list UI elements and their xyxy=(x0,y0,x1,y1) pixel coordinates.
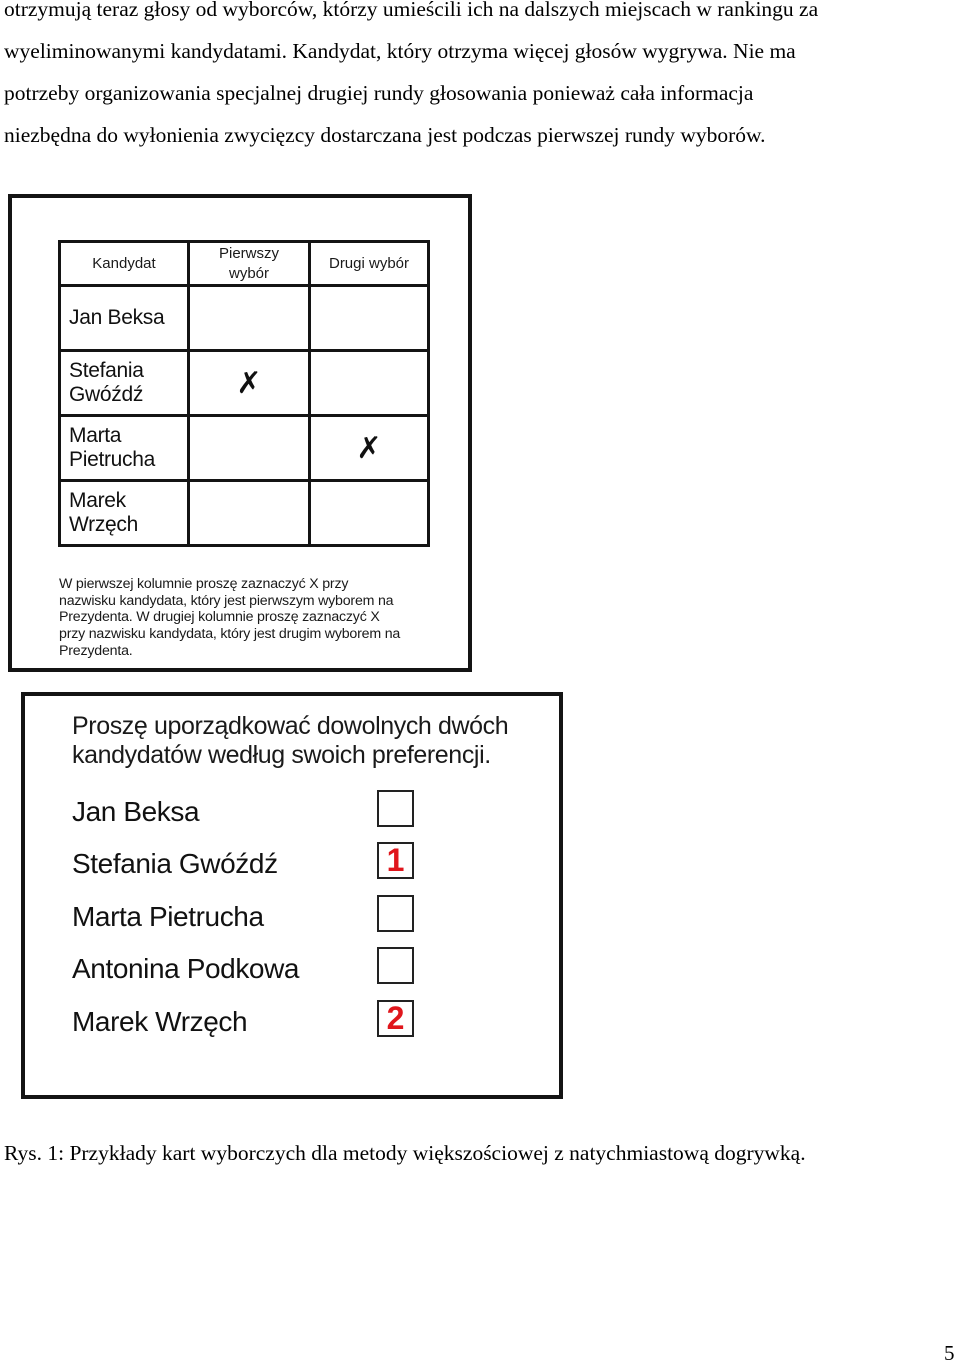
candidate-name-cell xyxy=(60,416,189,481)
ballot2-title-line: kandydatów według swoich preferencji. xyxy=(72,741,491,769)
candidate-name-line1: Marta xyxy=(69,424,122,447)
second-choice-cell[interactable] xyxy=(310,481,429,546)
rank-box[interactable]: 2 xyxy=(377,1000,414,1037)
instruction-line: nazwisku kandydata, który jest pierwszym wyborem na xyxy=(59,592,394,609)
table-row xyxy=(60,481,429,546)
paragraph-line: potrzeby organizowania specjalnej drugiej rundy głosowania ponieważ cała informacja xyxy=(4,81,754,105)
table-row xyxy=(60,351,429,416)
candidate-name: Jan Beksa xyxy=(72,796,200,827)
instruction-line: Prezydenta. W drugiej kolumnie proszę zaznaczyć X xyxy=(59,609,380,626)
candidate-name-line1: Marek xyxy=(69,489,126,512)
figure-caption: Rys. 1: Przykłady kart wyborczych dla metody większościowej z natychmiastową dogrywką. xyxy=(4,1141,806,1165)
candidate-name-line2: Wrzęch xyxy=(69,513,138,536)
ballot1-table xyxy=(58,240,430,547)
candidate-name: Marek Wrzęch xyxy=(72,1006,248,1037)
paragraph-line: wyeliminowanymi kandydatami. Kandydat, który otrzyma więcej głosów wygrywa. Nie ma xyxy=(4,39,796,63)
candidate-name-line2: Pietrucha xyxy=(69,448,156,471)
rank-box[interactable] xyxy=(377,895,414,932)
candidate-name-cell xyxy=(60,351,189,416)
instruction-line: Prezydenta. xyxy=(59,642,133,659)
ballot-choice-columns xyxy=(8,194,472,672)
candidate-name: Stefania Gwóźdź xyxy=(72,848,278,879)
first-choice-cell[interactable] xyxy=(189,481,310,546)
second-choice-cell[interactable] xyxy=(310,286,429,351)
ballot2-title xyxy=(72,712,552,770)
list-item xyxy=(72,895,532,935)
rank-box[interactable] xyxy=(377,790,414,827)
list-item xyxy=(72,947,532,987)
ballot1-header-row xyxy=(60,242,429,286)
list-item xyxy=(72,1000,532,1040)
instruction-line: przy nazwisku kandydata, który jest drugim wyborem na xyxy=(59,626,401,643)
rank-box[interactable] xyxy=(377,947,414,984)
candidate-name: Marta Pietrucha xyxy=(72,901,264,932)
second-choice-cell[interactable]: ✗ xyxy=(310,416,429,481)
header-first-choice xyxy=(189,242,310,286)
candidate-name: Antonina Podkowa xyxy=(72,953,300,984)
body-paragraph xyxy=(4,0,956,156)
instruction-line: W pierwszej kolumnie proszę zaznaczyć X przy xyxy=(59,576,349,592)
paragraph-line: otrzymują teraz głosy od wyborców, którzy umieścili ich na dalszych miejscach w rankingu za xyxy=(4,0,819,21)
list-item xyxy=(72,790,532,830)
first-choice-cell[interactable] xyxy=(189,286,310,351)
candidate-name-cell xyxy=(60,286,189,351)
table-row xyxy=(60,416,429,481)
first-choice-cell[interactable]: ✗ xyxy=(189,351,310,416)
ballot1-instructions xyxy=(59,576,449,660)
paragraph-line: niezbędna do wyłonienia zwycięzcy dostarczana jest podczas pierwszej rundy wyborów. xyxy=(4,123,766,147)
first-choice-cell[interactable] xyxy=(189,416,310,481)
rank-box[interactable]: 1 xyxy=(377,842,414,879)
candidate-name-line1: Jan Beksa xyxy=(69,306,165,329)
header-second-choice: Drugi wybór xyxy=(310,242,429,286)
header-candidate: Kandydat xyxy=(60,242,189,286)
candidate-name-line1: Stefania xyxy=(69,359,144,382)
candidate-name-line2: Gwóźdź xyxy=(69,383,144,406)
second-choice-cell[interactable] xyxy=(310,351,429,416)
table-row xyxy=(60,286,429,351)
list-item xyxy=(72,842,532,882)
header-first-line2: wybór xyxy=(228,264,269,282)
ballot-ranking xyxy=(21,692,563,1099)
ballot2-title-line: Proszę uporządkować dowolnych dwóch xyxy=(72,712,509,740)
header-first-line1: Pierwszy xyxy=(218,244,279,262)
candidate-name-cell xyxy=(60,481,189,546)
page-number: 5 xyxy=(944,1341,955,1365)
